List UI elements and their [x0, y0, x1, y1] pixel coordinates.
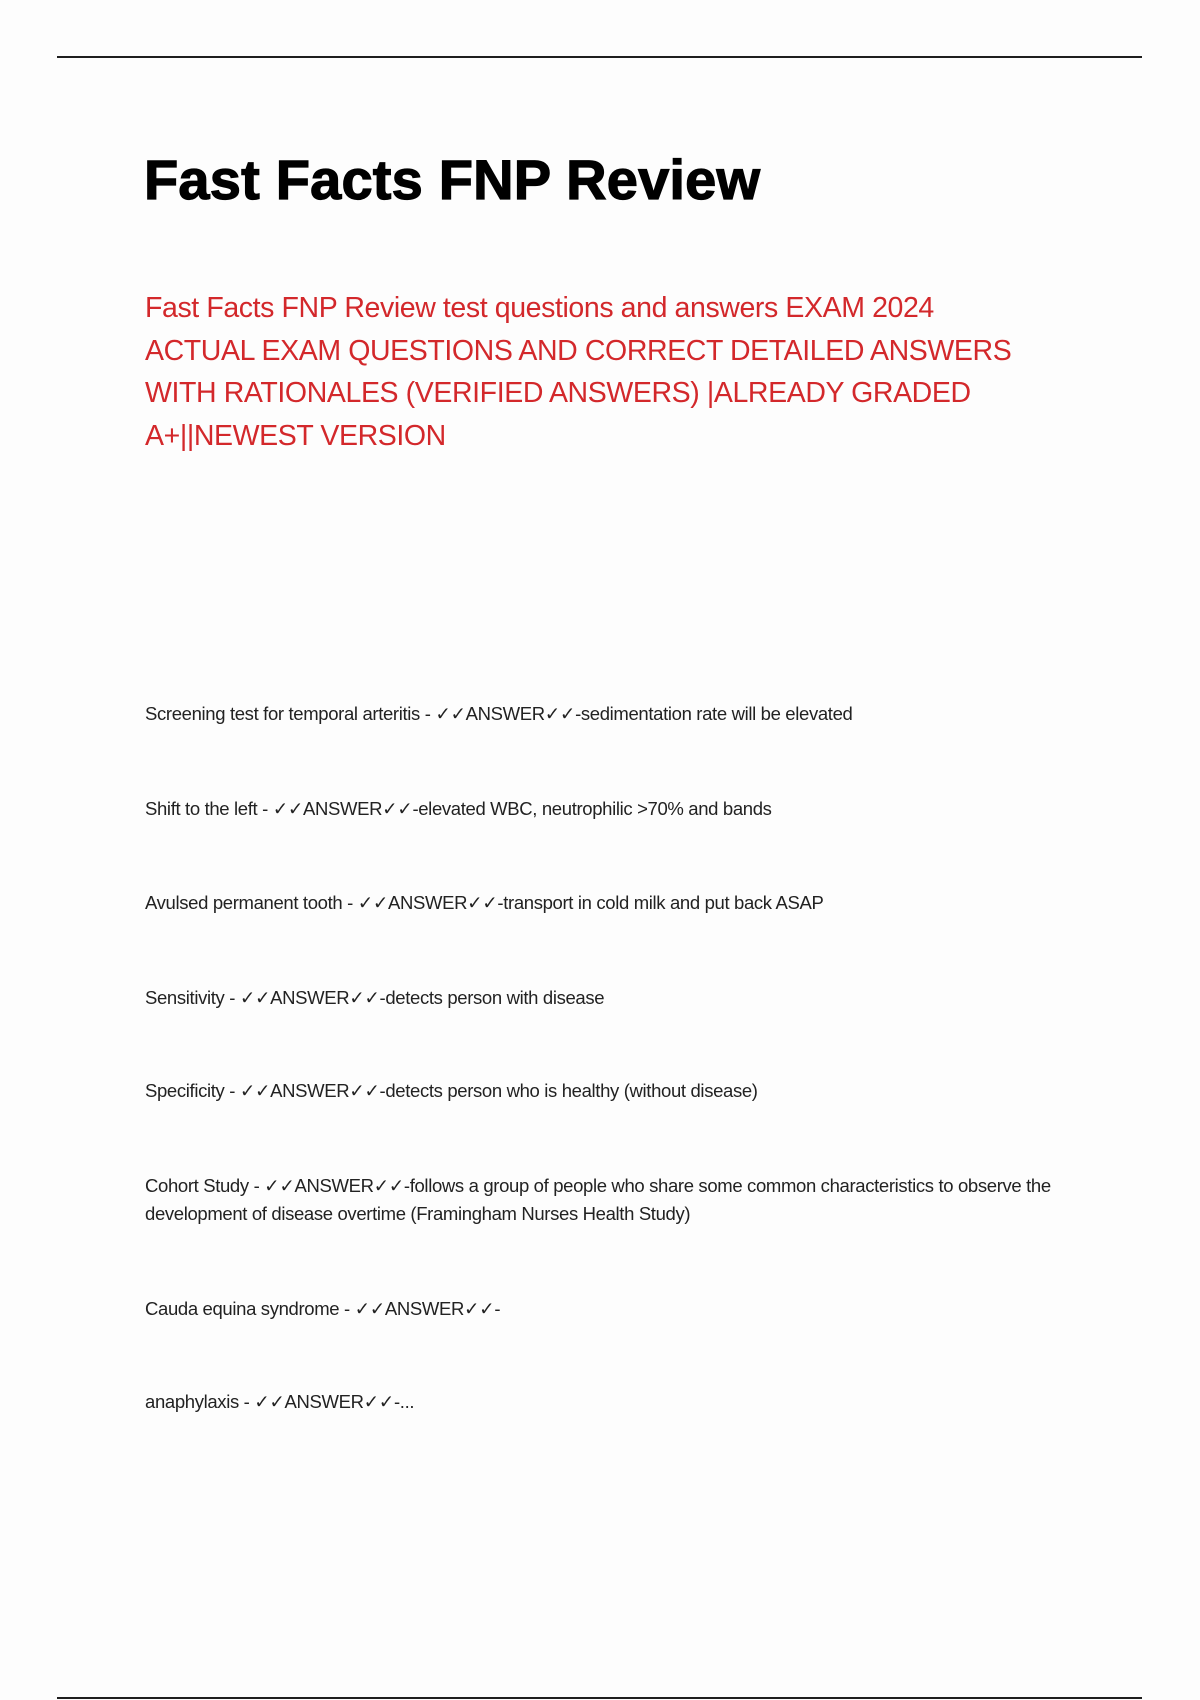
qa-item: [145, 1295, 1075, 1323]
top-horizontal-rule: [57, 56, 1142, 58]
answer-marker: ✓✓ANSWER✓✓: [239, 1080, 380, 1101]
qa-term: Shift to the left: [145, 798, 258, 819]
qa-term: anaphylaxis: [145, 1391, 239, 1412]
subtitle-line: ACTUAL EXAM QUESTIONS AND CORRECT DETAILED ANSWERS: [145, 334, 1012, 367]
qa-separator: -: [342, 892, 358, 913]
qa-separator: -: [224, 987, 240, 1008]
answer-marker: ✓✓ANSWER✓✓: [254, 1391, 394, 1412]
qa-term: Avulsed permanent tooth: [145, 892, 343, 913]
answer-marker: ✓✓ANSWER✓✓: [272, 798, 413, 819]
answer-marker: ✓✓ANSWER✓✓: [239, 987, 380, 1008]
qa-item: [145, 1388, 1075, 1416]
qa-item: [145, 1172, 1075, 1228]
answer-marker: ✓✓ANSWER✓✓: [264, 1175, 404, 1196]
subtitle-line: WITH RATIONALES (VERIFIED ANSWERS) |ALREADY GRADED: [145, 377, 971, 409]
qa-term: Cauda equina syndrome: [145, 1298, 340, 1319]
document-subtitle: [145, 287, 1075, 457]
answer-marker: ✓✓ANSWER✓✓: [354, 1298, 495, 1319]
qa-separator: -: [419, 703, 436, 724]
answer-marker: ✓✓ANSWER✓✓: [357, 892, 498, 913]
answer-marker: ✓✓ANSWER✓✓: [435, 703, 576, 724]
qa-separator: -: [248, 1175, 265, 1196]
qa-answer: -sedimentation rate will be elevated: [575, 703, 853, 724]
qa-answer: -...: [393, 1391, 415, 1412]
qa-item: [145, 984, 1075, 1012]
subtitle-line: A+||NEWEST VERSION: [145, 419, 446, 452]
qa-term: Screening test for temporal arteritis: [145, 703, 420, 724]
qa-separator: -: [257, 798, 273, 819]
qa-item: [145, 795, 1075, 823]
qa-separator: -: [224, 1080, 240, 1101]
qa-answer: -elevated WBC, neutrophilic >70% and bands: [412, 798, 772, 819]
qa-answer: -detects person with disease: [379, 987, 605, 1008]
qa-term: Cohort Study: [145, 1175, 249, 1196]
qa-separator: -: [339, 1298, 355, 1319]
bottom-horizontal-rule: [57, 1697, 1142, 1699]
document-title: Fast Facts FNP Review: [144, 148, 761, 211]
qa-item: [145, 1077, 1075, 1105]
qa-term: Specificity: [145, 1080, 225, 1101]
qa-term: Sensitivity: [145, 987, 225, 1008]
subtitle-line: Fast Facts FNP Review test questions and answers EXAM 2024: [145, 292, 934, 324]
qa-item: [145, 700, 1075, 728]
qa-answer: -: [494, 1298, 501, 1319]
qa-answer: -transport in cold milk and put back ASAP: [497, 892, 824, 913]
qa-answer: -detects person who is healthy (without disease): [379, 1080, 758, 1101]
qa-answer: -follows a group of people who share some common characteristics to observe the development of disease overtime (Framingham Nurses Health Study): [145, 1175, 1051, 1224]
qa-separator: -: [238, 1391, 255, 1412]
qa-item: [145, 889, 1075, 917]
